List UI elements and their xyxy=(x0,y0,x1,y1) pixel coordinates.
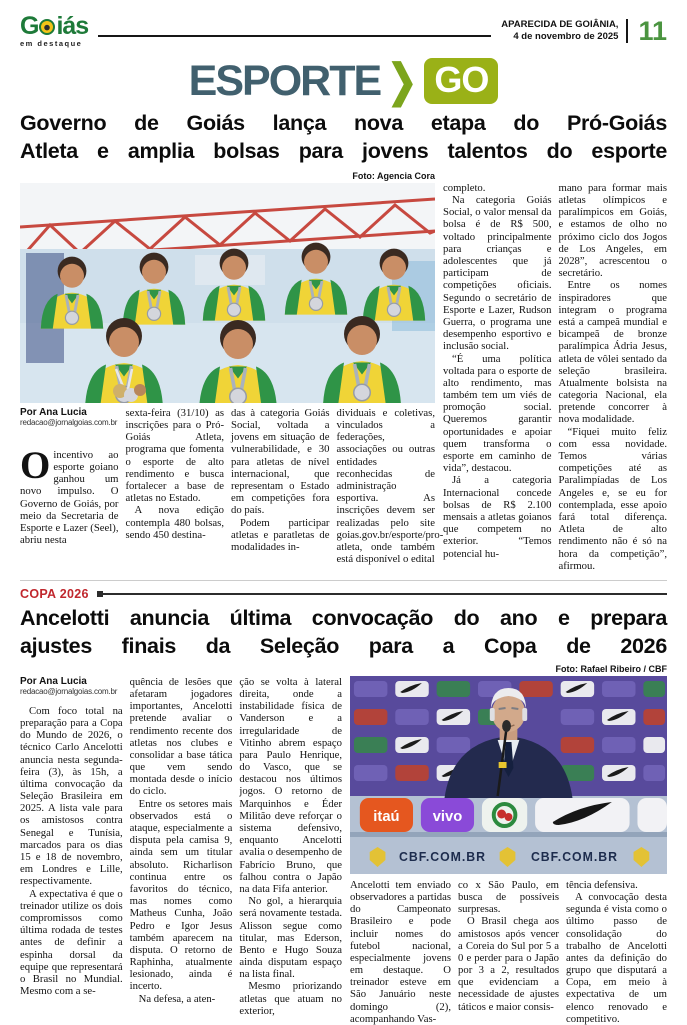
logo-subtitle: em destaque xyxy=(20,39,83,49)
body-paragraph: No gol, a hierarquia será novamente testada. Alisson segue como titular, mas Ederson, Bento e Hugo Souza ainda disputam espaço na lista final. xyxy=(239,895,343,981)
photo-credit: Foto: Agencia Cora xyxy=(352,170,435,181)
logo-letter-g: G xyxy=(20,12,39,41)
body-paragraph: Podem participar atletas e paratletas de modalidades in- xyxy=(231,516,330,553)
section-rule xyxy=(97,591,667,597)
byline-author: Por Ana Lucia xyxy=(20,675,87,687)
body-paragraph: A nova edição contempla 480 bolsas, sendo 450 destina- xyxy=(125,504,224,541)
cbf-site-text: CBF.COM.BR xyxy=(399,849,487,864)
body-paragraph: “Fiquei muito feliz com essa novidade. Temos várias competições até as Paralimpíadas de Los Angeles e, se eu for contemplada, esse apoio fará total diferença. Atleta de alto rendimento não é só na hora da competição”, afirmou. xyxy=(558,425,667,572)
itau-logo-text: itaú xyxy=(373,808,400,825)
article2-right-block xyxy=(350,676,667,1025)
dateline-city: APARECIDA DE GOIÂNIA, xyxy=(501,18,619,30)
article1-col3 xyxy=(231,407,330,565)
body-paragraph: Mesmo priorizando atletas que atuam no exterior, xyxy=(239,980,343,1017)
vivo-logo-text: vivo xyxy=(432,808,463,825)
nike-logo xyxy=(535,798,630,832)
body-paragraph: O Brasil chega aos amistosos após vencer a Coreia do Sul por 5 a 0 e perder para o Japão por 3 a 2, resultados que evidenciam a necessidade de ajustes táticos e maior consis- xyxy=(458,915,559,1013)
guarana-logo xyxy=(482,798,527,832)
byline xyxy=(20,676,123,696)
article-ancelotti xyxy=(20,605,667,1025)
article2-columns-bottom xyxy=(350,879,667,1025)
body-paragraph: Na defesa, a aten- xyxy=(138,992,216,1005)
athletes-team-photo xyxy=(20,183,435,403)
article1-body xyxy=(20,168,667,572)
article-pro-goias xyxy=(20,110,667,572)
body-paragraph: quência de lesões que afetaram jogadores importantes, Ancelotti pretende avaliar o rendimento recente dos atletas nos clubes e consolidar a base tática que vem sendo montada desde o início do ciclo. xyxy=(129,675,233,798)
masthead-rule xyxy=(98,35,491,37)
body-paragraph: Já a categoria Internacional concede bolsas de R$ 2.100 mensais a atletas goianos que competem no exterior. “Temos potencial hu- xyxy=(443,474,552,560)
body-paragraph: Ancelotti tem enviado observadores a partidas do Campeonato Brasileiro e pode incluir nomes do futebol nacional, especialmente jovens em destaque. O treinador esteve em São Januário neste domingo (2), acompanhando Vas- xyxy=(350,878,451,1025)
headline-line: ajustes finais da Seleção para a Copa de 2026 xyxy=(20,633,667,658)
article1-col5 xyxy=(443,182,552,572)
cbf-site-text: CBF.COM.BR xyxy=(530,849,618,864)
body-paragraph: A convocação desta segunda é vista como o último passo de consolidação do trabalho de Ancelotti antes da definição do grupo que disputará a Copa, em meio à expectativa de um elenco renovado e competitivo. xyxy=(566,890,667,1025)
goias-logo xyxy=(20,14,88,48)
body-paragraph: completo. xyxy=(443,181,486,194)
section-copa-2026 xyxy=(20,587,667,601)
body-paragraph: mano para formar mais atletas olímpicos e paralímpicos em Goiás, e estamos de olho no próximo ciclo dos Jogos de Los Angeles, em 2028”, acrescentou o secretário. xyxy=(558,181,667,280)
article2-body xyxy=(20,676,667,1025)
article1-headline xyxy=(20,110,667,166)
byline-author: Por Ana Lucia xyxy=(20,406,87,418)
ancelotti-press-conference-photo xyxy=(350,676,667,874)
article2-col6 xyxy=(566,879,667,1025)
chevron-right-icon: ❯ xyxy=(387,54,418,106)
article1-left-block xyxy=(20,168,444,572)
body-paragraph: sexta-feira (31/10) as inscrições para o Pró-Goiás Atleta, programa que fomenta o esporte de alto rendimento e busca fortalecer a base de atletas no Estado. xyxy=(125,406,224,505)
banner-title: ESPORTE xyxy=(188,56,381,105)
photo-credit: Foto: Rafael Ribeiro / CBF xyxy=(555,663,667,674)
body-paragraph: ção se volta à lateral direita, onde a instabilidade física de Vanderson e a irregularidade de Vitinho abrem espaço para Paulo Henrique, do Vasco, que se destacou nos últimos jogos. O retorno de Marquinhos e Éder Militão deve reforçar o sistema defensivo, enquanto Ancelotti avalia o desempenho de Fabrício Bruno, que falhou contra o Japão na data Fifa anterior. xyxy=(239,675,343,895)
article2-col1 xyxy=(20,676,123,1025)
article2-col3 xyxy=(239,676,342,1025)
dateline-date: 4 de novembro de 2025 xyxy=(513,31,619,42)
article2-col4 xyxy=(350,879,451,1025)
article2-col2 xyxy=(130,676,233,1025)
article1-right-columns xyxy=(443,182,667,572)
article1-col1 xyxy=(20,407,119,565)
body-paragraph: Com foco total na preparação para a Copa do Mundo de 2026, o técnico Carlo Ancelotti anuncia nesta segunda-feira (3), às 15h, a última convocação da Seleção Brasileira em 2025. A lista vale para os amistosos contra Senegal e Tunísia, marcados para os dias 15 e 18 de novembro, em Londres e Lille, respectivamente. xyxy=(20,704,123,888)
body-paragraph: co x São Paulo, em busca de possíveis surpresas. xyxy=(458,878,559,916)
banner-go-badge: GO xyxy=(424,58,498,104)
byline-email: redacao@jornalgoias.com.br xyxy=(20,417,118,427)
body-paragraph: das à categoria Goiás Social, voltada a jovens em situação de vulnerabilidade, e 30 para atletas de nível internacional, que representam o Estado em competições fora do país. xyxy=(231,406,330,517)
section-banner xyxy=(20,54,667,106)
headline-line: Ancelotti anuncia última convocação do ano e prepara xyxy=(20,605,667,630)
headline-line: Atleta e amplia bolsas para jovens talentos do esporte xyxy=(20,138,667,163)
body-paragraph: “É uma política voltada para o esporte de alto rendimento, mas também tem um viés de promoção social. Queremos garantir oportunidades e apoiar quem transforma o esporte em caminho de vida”, destacou. xyxy=(443,352,552,475)
dateline xyxy=(501,19,628,44)
section-rule-bar xyxy=(103,593,667,595)
logo-letters-rest: iás xyxy=(56,12,89,41)
body-paragraph: A expectativa é que o treinador utilize os dois compromissos como última rodada de testes antes de definir a espinha dorsal da equipe que representará o Brasil no Mundial. Mesmo com a se- xyxy=(20,887,123,998)
article2-headline xyxy=(20,605,667,661)
body-paragraph: tência defensiva. xyxy=(566,878,638,891)
article-separator xyxy=(20,580,667,581)
article1-col4 xyxy=(336,406,444,566)
byline xyxy=(20,407,119,427)
byline-email: redacao@jornalgoias.com.br xyxy=(20,686,118,696)
masthead xyxy=(20,12,667,50)
body-paragraph: Na categoria Goiás Social, o valor mensal da bolsa é de R$ 500, voltado principalmente para crianças e adolescentes que já participam de competições oficiais. Segundo o secretário de Esporte e Lazer, Rudson Guerra, o programa une desempenho esportivo e inclusão social. xyxy=(443,194,552,353)
article1-col2 xyxy=(126,407,225,565)
body-paragraph: Entre os setores mais observados está o ataque, especialmente a disputa pela camisa 9, ainda sem um titular absoluto. Richarlison continua entre os favoritos do técnico, mas nomes como Matheus Cunha, João Pedro e Igor Jesus também aparecem na disputa. O retorno de Raphinha, atualmente lesionado, ainda é incerto. xyxy=(129,797,233,993)
article1-columns-bottom xyxy=(20,406,444,566)
sponsor-desk-strip xyxy=(360,798,667,832)
logo-sun-icon xyxy=(39,19,55,35)
article1-col6 xyxy=(559,182,668,572)
headline-line: Governo de Goiás lança nova etapa do Pró-Goiás xyxy=(20,111,667,135)
article2-col5 xyxy=(458,879,559,1025)
body-paragraph: dividuais e coletivas, vinculados a federações, associações ou outras entidades reconhecidas de administração esportiva. As inscrições devem ser realizadas pelo site goias.gov.br/esporte/pro-atleta, onde também está disponível o edital xyxy=(336,406,444,566)
drop-cap: O xyxy=(20,443,51,487)
article2-left-columns xyxy=(20,676,342,1025)
body-paragraph: Entre os nomes inspiradores que integram o programa está a campeã mundial e bicampeã de bronze paralímpica Ádria Jesus, atleta de vôlei sentado da seleção brasileira. Atualmente bolsista na categoria Nacional, ela pretende concorrer à nova modalidade. xyxy=(558,279,667,426)
goias-logo-title xyxy=(20,14,88,39)
body-paragraph: Oincentivo ao esporte goiano ganhou um novo impulso. O Governo de Goiás, por meio da Secretaria de Esporte e Lazer (Seel), abriu nesta xyxy=(20,443,119,547)
page-number: 11 xyxy=(638,15,667,46)
section-label: COPA 2026 xyxy=(20,586,89,601)
